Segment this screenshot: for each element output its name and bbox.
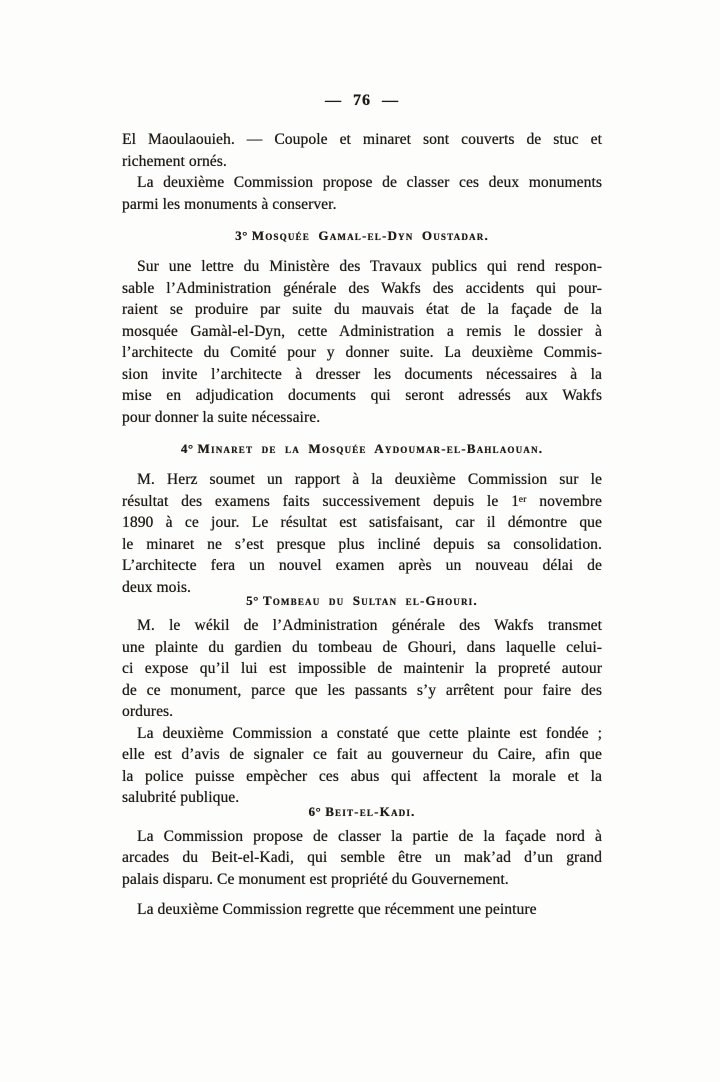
text-line: Sur une lettre du Ministère des Travaux publics qui rend respon- (137, 258, 602, 275)
text-line: deux mois. (122, 578, 192, 596)
text-line: 1890 à ce jour. Le résultat est satisfaisant, car il démontre que (122, 514, 602, 531)
section-number: 3° (235, 228, 248, 243)
section-heading (122, 228, 602, 243)
paragraph (122, 172, 602, 215)
section-title: Mosquée Gamal-el-Dyn Oustadar. (251, 228, 489, 243)
text-line: El Maoulaouieh. — Coupole et minaret sont couverts de stuc et (122, 131, 602, 148)
section-title: Minaret de la Mosquée Aydoumar-el-Bahlaouan. (197, 441, 544, 456)
section-heading (122, 593, 602, 608)
text-line: La deuxième Commission regrette que récemment une peinture (137, 901, 537, 918)
paragraph (122, 899, 602, 921)
page-number: — 76 — (325, 92, 399, 109)
paragraph (122, 129, 602, 172)
section-number: 6° (308, 803, 322, 819)
text-line: mosquée Gamàl-el-Dyn, cette Administration a remis le dossier à (122, 322, 602, 340)
text-line: parmi les monuments à conserver. (122, 195, 337, 213)
text-line: La deuxième Commission propose de classer ces deux monuments (137, 174, 602, 191)
text-line: elle est d’avis de signaler ce fait au gouverneur du Caire, afin que (122, 746, 602, 763)
paragraph (122, 615, 602, 723)
text-line: sable l’Administration générale des Wakfs des accidents qui pour- (122, 279, 602, 297)
text-line: arcades du Beit-el-Kadi, qui semble être un mak’ad d’un grand (122, 849, 602, 866)
paragraph (122, 723, 602, 809)
text-line: La Commission propose de classer la partie de la façade nord à (137, 827, 602, 845)
text-line: mise en adjudication documents qui seront adressés aux Wakfs (122, 387, 602, 404)
paragraph (122, 469, 602, 598)
text-line: une plainte du gardien du tombeau de Ghouri, dans laquelle celui- (122, 638, 602, 656)
text-line: le minaret ne s’est presque plus incliné depuis sa consolidation. (122, 535, 602, 553)
section-title: Tombeau du Sultan el-Ghouri. (262, 593, 478, 608)
text-line: M. le wékil de l’Administration générale des Wakfs transmet (137, 617, 602, 634)
text-line: ordures. (122, 703, 174, 720)
section-heading (122, 441, 602, 456)
text-line: de ce monument, parce que les passants s’y arrêtent pour faire des (122, 681, 602, 699)
section-number: 4° (180, 441, 194, 456)
paragraph (122, 256, 602, 428)
paragraph (122, 826, 602, 891)
text-line: salubrité publique. (122, 789, 240, 806)
text-line: la police puisse empècher ces abus qui affectent la morale et la (122, 767, 602, 785)
section-title: Beit-el-Kadi. (325, 803, 416, 819)
section-number: 5° (246, 593, 259, 608)
text-line: raient se produire par suite du mauvais état de la façade de la (122, 301, 602, 318)
document-page (122, 0, 602, 921)
text-line: ci expose qu’il lui est impossible de maintenir la propreté autour (122, 660, 602, 677)
text-line: richement ornés. (122, 152, 227, 170)
text-line: L’architecte fera un nouvel examen après un nouveau délai de (122, 557, 602, 574)
text-line: l’architecte du Comité pour y donner suite. La deuxième Commis- (122, 344, 602, 361)
page-content (122, 129, 602, 921)
text-line: La deuxième Commission a constaté que cette plainte est fondée ; (137, 724, 602, 742)
text-line: M. Herz soumet un rapport à la deuxième Commission sur le (137, 471, 602, 488)
text-line: résultat des examens faits successivement depuis le 1ᵉʳ novembre (122, 492, 602, 510)
text-line: pour donner la suite nécessaire. (122, 408, 321, 426)
text-line: palais disparu. Ce monument est propriété du Gouvernement. (122, 870, 509, 888)
text-line: sion invite l’architecte à dresser les documents nécessaires à la (122, 365, 602, 383)
